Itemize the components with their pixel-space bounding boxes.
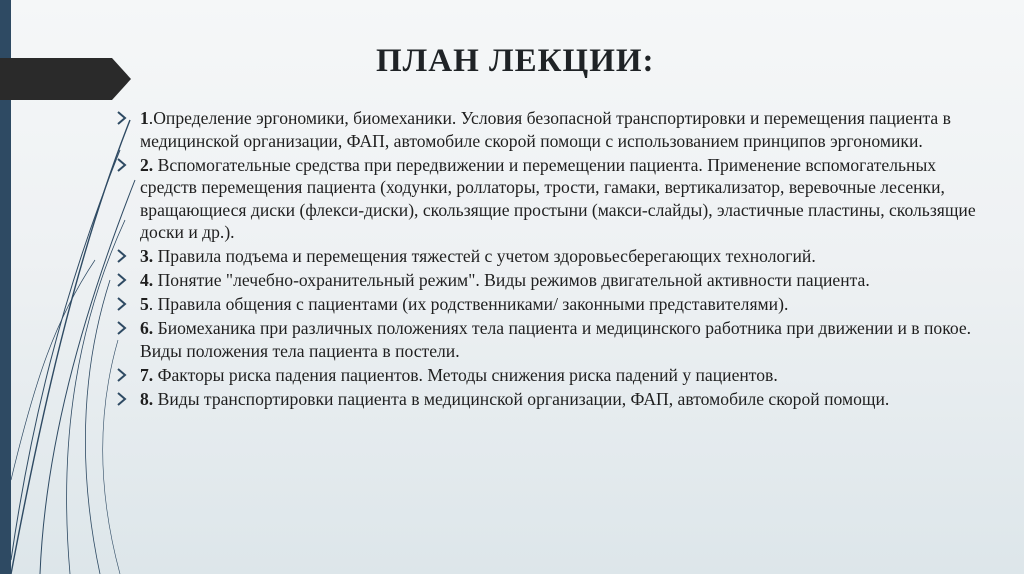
arrow-bullet-icon [116, 368, 127, 382]
item-text: Виды транспортировки пациента в медицинской организации, ФАП, автомобиле скорой помощи. [153, 388, 890, 409]
item-number: 7. [140, 364, 154, 385]
slide-title: ПЛАН ЛЕКЦИИ: [376, 43, 655, 79]
arrow-bullet-icon [116, 297, 127, 311]
item-number: 1 [140, 108, 149, 128]
item-number: 3. [140, 246, 154, 266]
arrow-bullet-icon [116, 249, 127, 263]
item-text: Факторы риска падения пациентов. Методы снижения риска падений у пациентов. [153, 364, 778, 385]
list-item [113, 364, 993, 387]
arrow-bullet-icon [116, 321, 127, 335]
arrow-bullet-icon [116, 392, 127, 406]
arrow-bullet-icon [116, 111, 127, 125]
list-item [113, 245, 993, 268]
item-number: 4. [140, 270, 154, 290]
item-text: Биомеханика при различных положениях тела пациента и медицинского работника при движении и в покое. Виды положения тела пациента в постели. [140, 318, 972, 361]
item-text: Вспомогательные средства при передвижении и перемещении пациента. Применение вспомогательных средств перемещения пациента (ходунки, роллаторы, трости, гамаки, вертикализатор, веревочные лесенки, вращающиеся диски (флекси-диски), скользящие простыни (макси-слайды), эластичные пластины, скользящие доски и др.). [140, 154, 976, 242]
list-item [113, 269, 993, 292]
item-number: 2. [140, 154, 154, 175]
arrow-bullet-icon [116, 158, 127, 172]
item-text: Понятие "лечебно-охранительный режим". Виды режимов двигательной активности пациента. [153, 270, 870, 290]
item-number: 6. [140, 318, 154, 338]
list-item [113, 317, 993, 362]
lecture-plan-list [113, 107, 993, 412]
list-item [113, 388, 993, 411]
list-item [113, 154, 993, 244]
item-text: Правила подъема и перемещения тяжестей с учетом здоровьесберегающих технологий. [153, 246, 816, 266]
item-number: 5 [140, 294, 149, 314]
item-number: 8. [140, 388, 154, 409]
list-item [113, 107, 993, 152]
item-text: . Правила общения с пациентами (их родственниками/ законными представителями). [148, 294, 789, 314]
list-item [113, 293, 993, 316]
item-text: .Определение эргономики, биомеханики. Условия безопасной транспортировки и перемещения пациента в медицинской организации, ФАП, автомобиле скорой помощи с использованием принципов эргономики. [140, 108, 951, 151]
arrow-bullet-icon [116, 273, 127, 287]
title-band [0, 58, 131, 100]
